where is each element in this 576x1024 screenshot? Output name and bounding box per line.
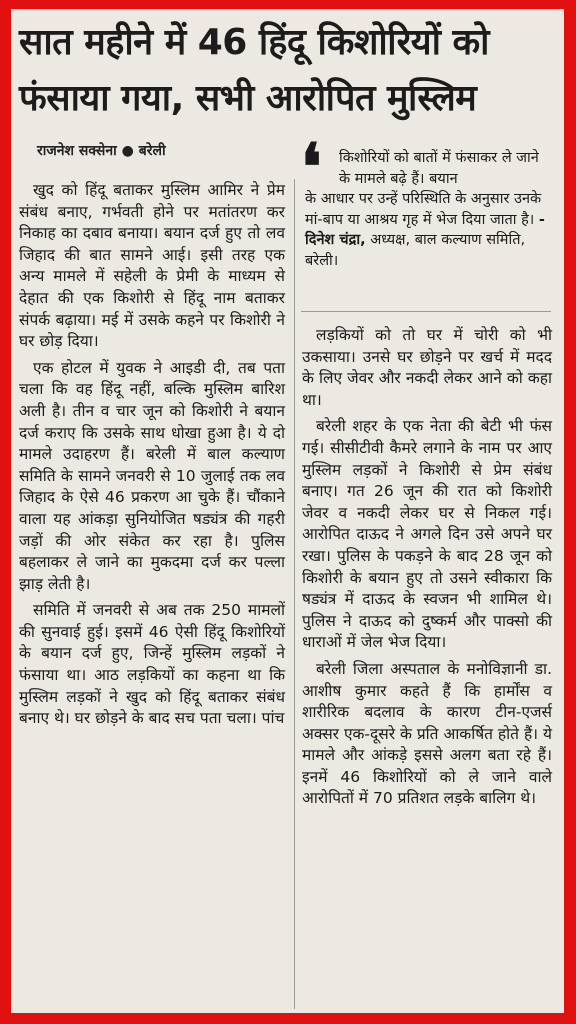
- pull-quote: [299, 130, 554, 309]
- byline: राजनेश सक्सेना ● बरेली: [37, 143, 166, 159]
- quote-text-2: [305, 189, 553, 271]
- paragraph: लड़कियों को तो घर में चोरी को भी उकसाया। उनसे घर छोड़ने पर खर्च में मदद के लिए जेवर और नकदी लेकर आने को कहा था।: [302, 326, 552, 409]
- paragraph: बरेली शहर के एक नेता की बेटी भी फंस गई। सीसीटीवी कैमरे लगाने के नाम पर आए मुस्लिम लड़कों ने किशोरी से प्रेम संबंध बनाए। गत 26 जून की रात को किशोरी जेवर व नकदी लेकर घर से निकल गई। आरोपित दाऊद ने अगले दिन उसे अपने घर रखा। पुलिस के पकड़ने के बाद 28 जून को किशोरी के बयान हुए तो उसने स्वीकारा कि षड्यंत्र में दाऊद के स्वजन भी शामिल थे। पुलिस ने दाऊद को दुष्कर्म और पाक्सो की धाराओं में जेल भेज दिया।: [302, 417, 552, 652]
- left-column: [19, 180, 285, 730]
- paragraph: एक होटल में युवक ने आइडी दी, तब पता चला कि वह हिंदू नहीं, बल्कि मुस्लिम बारिश अली है। तीन व चार जून को किशोरी ने बयान दर्ज कराए कि उसके साथ धोखा हुआ है। ये दो मामले उदाहरण हैं। बरेली में बाल कल्याण समिति के सामने जनवरी से 10 जुलाई तक लव जिहाद के ऐसे 46 प्रकरण आ चुके हैं। चौंकाने वाला यह आंकड़ा सुनियोजित षड्यंत्र की गहरी जड़ों की ओर संकेत कर रहा है। पुलिस बहलाकर ले जाने का मुकदमा दर्ज कर पल्ला झाड़ लेती है।: [19, 358, 285, 593]
- paragraph: समिति में जनवरी से अब तक 250 मामलों की सुनवाई हुई। इसमें 46 ऐसी हिंदू किशोरियों के बयान दर्ज हुए, जिन्हें मुस्लिम लड़कों ने फंसाया था। आठ लड़कियों का कहना था कि मुस्लिम लड़कों ने खुद को हिंदू बताकर संबंध बनाए थे। घर छोड़ने के बाद सच पता चला। पांच: [19, 601, 285, 728]
- quote-divider: [301, 311, 551, 312]
- quote-mark-icon: ❛: [301, 130, 322, 205]
- headline-line-2: फंसाया गया, सभी आरोपित मुस्लिम: [19, 78, 477, 119]
- headline-line-1: सात महीने में 46 हिंदू किशोरियों को: [19, 22, 490, 63]
- quote-signature: - दिनेश चंद्रा,: [305, 211, 545, 248]
- paragraph: बरेली जिला अस्पताल के मनोविज्ञानी डा. आशीष कुमार कहते हैं कि हार्मोंस व शारीरिक बदलाव के कारण टीन-एजर्स अक्सर एक-दूसरे के प्रति आकर्षित होते हैं। ये मामले और आंकड़े इससे अलग बता रहे हैं। इनमें 46 किशोरियों को ले जाने वाले आरोपितों में 70 प्रतिशत लड़के बालिग थे।: [302, 659, 552, 808]
- quote-body: के आधार पर उन्हें परिस्थिति के अनुसार उनके मां-बाप या आश्रय गृह में भेज दिया जाता है।: [305, 191, 542, 228]
- right-column: [302, 325, 552, 810]
- column-divider: [294, 179, 295, 1009]
- quote-text-1: किशोरियों को बातों में फंसाकर ले जाने के मामले बढ़े हैं। बयान: [339, 150, 539, 187]
- newspaper-clipping: [11, 9, 564, 1013]
- quote-role: अध्यक्ष, बाल कल्याण समिति, बरेली।: [305, 232, 526, 269]
- paragraph: खुद को हिंदू बताकर मुस्लिम आमिर ने प्रेम संबंध बनाए, गर्भवती होने पर मतांतरण कर निकाह का दबाव बनाया। बयान दर्ज हुए तो लव जिहाद की बात सामने आई। इसी तरह एक अन्य मामले में सहेली के प्रेमी के माध्यम से देहात की एक किशोरी से हिंदू नाम बताकर संपर्क बढ़ाया। मई में उसके कहने पर किशोरी ने घर छोड़ दिया।: [19, 181, 285, 351]
